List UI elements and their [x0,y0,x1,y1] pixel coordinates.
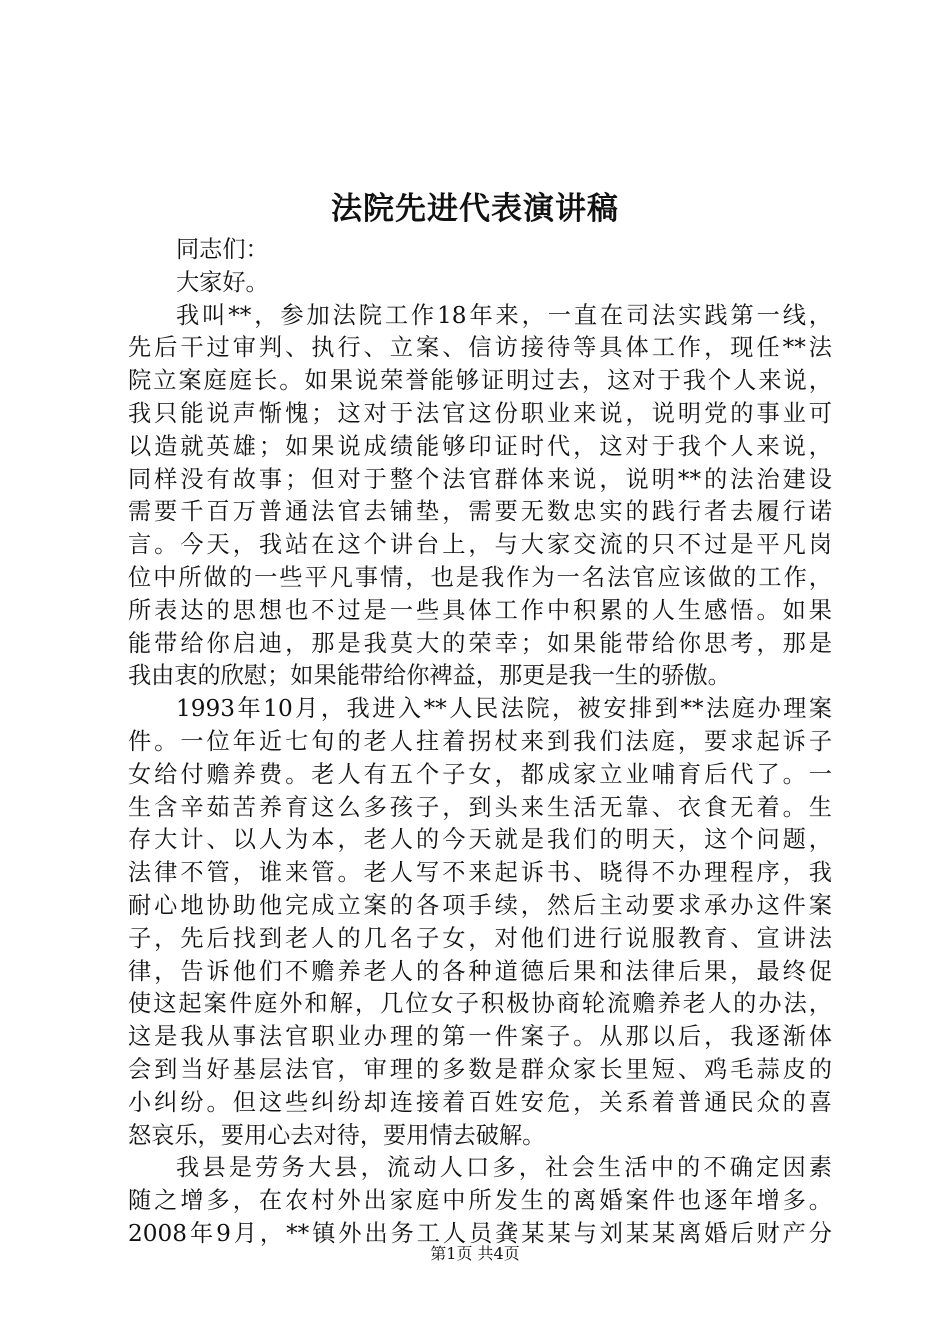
text-line: 同样没有故事；但对于整个法官群体来说，说明**的法治建设 [128,465,832,493]
text-line: 怒哀乐，要用心去对待，要用情去破解。 [128,1121,546,1149]
text-line: 言。今天，我站在这个讲台上，与大家交流的只不过是平凡岗 [128,531,832,559]
text-line: 以造就英雄；如果说成绩能够印证时代，这对于我个人来说， [128,432,832,460]
text-line: 所表达的思想也不过是一些具体工作中积累的人生感悟。如果 [128,596,832,624]
text-line: 法律不管，谁来管。老人写不来起诉书、晓得不办理程序，我 [128,859,832,887]
text-line: 能带给你启迪，那是我莫大的荣幸；如果能带给你思考，那是 [128,629,832,657]
text-line: 先后干过审判、执行、立案、信访接待等具体工作，现任**法 [128,334,832,362]
text-line: 2008年9月，**镇外出务工人员龚某某与刘某某离婚后财产分 [128,1219,832,1247]
text-line: 我县是劳务大县，流动人口多，社会生活中的不确定因素 [176,1154,832,1182]
text-line: 我由衷的欣慰；如果能带给你裨益，那更是我一生的骄傲。 [128,662,731,690]
text-line: 件。一位年近七旬的老人拄着拐杖来到我们法庭，要求起诉子 [128,727,832,755]
text-line: 需要千百万普通法官去铺垫，需要无数忠实的践行者去履行诺 [128,498,832,526]
text-line: 存大计、以人为本，老人的今天就是我们的明天，这个问题， [128,826,832,854]
text-line: 大家好。 [176,268,269,296]
text-line: 1993年10月，我进入**人民法院，被安排到**法庭办理案 [176,695,832,723]
document-title: 法院先进代表演讲稿 [331,191,619,227]
text-line: 位中所做的一些平凡事情，也是我作为一名法官应该做的工作， [128,563,832,591]
text-line: 我叫**，参加法院工作18年来，一直在司法实践第一线， [176,301,832,329]
text-line: 会到当好基层法官，审理的多数是群众家长里短、鸡毛蒜皮的 [128,1055,832,1083]
text-line: 耐心地协助他完成立案的各项手续，然后主动要求承办这件案 [128,891,832,919]
text-line: 使这起案件庭外和解，几位女子积极协商轮流赡养老人的办法， [128,990,832,1018]
text-line: 生含辛茹苦养育这么多孩子，到头来生活无靠、衣食无着。生 [128,793,832,821]
text-line: 女给付赡养费。老人有五个子女，都成家立业哺育后代了。一 [128,760,832,788]
text-line: 同志们： [176,236,269,263]
text-line: 子，先后找到老人的几名子女，对他们进行说服教育、宣讲法 [128,924,832,952]
text-line: 律，告诉他们不赡养老人的各种道德后果和法律后果，最终促 [128,957,832,985]
document-body [128,234,832,1251]
text-line: 我只能说声惭愧；这对于法官这份职业来说，说明党的事业可 [128,399,832,427]
text-line: 小纠纷。但这些纠纷却连接着百姓安危，关系着普通民众的喜 [128,1088,832,1116]
text-line: 院立案庭庭长。如果说荣誉能够证明过去，这对于我个人来说， [128,367,832,395]
text-line: 这是我从事法官职业办理的第一件案子。从那以后，我逐渐体 [128,1023,832,1051]
text-line: 随之增多，在农村外出家庭中所发生的离婚案件也逐年增多。 [128,1187,832,1215]
page-footer: 第1页 共4页 [430,1244,520,1263]
